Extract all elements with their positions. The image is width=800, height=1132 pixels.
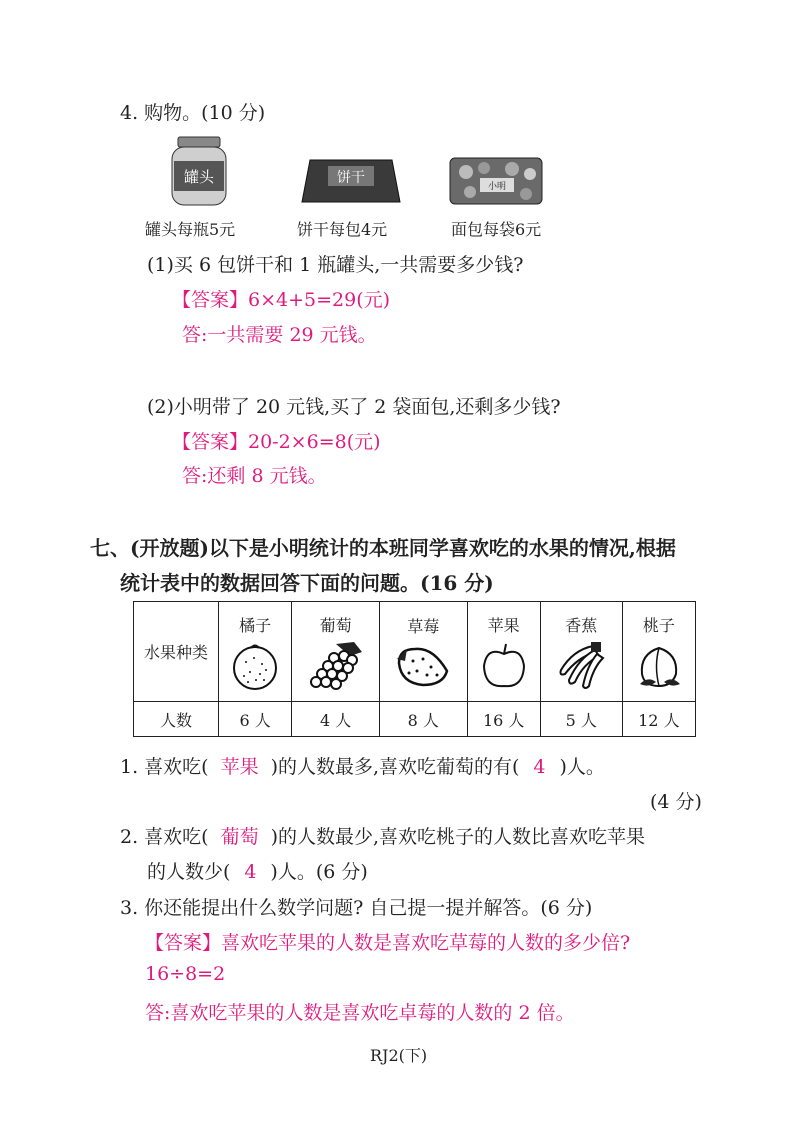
q7-p1-score: (4 分) xyxy=(650,791,702,813)
orange-icon xyxy=(230,640,280,692)
q7-p1-text-a: 1. 喜欢吃( xyxy=(120,756,209,778)
q4-sub1-reply: 答:一共需要 29 元钱。 xyxy=(182,324,377,346)
q7-p2-fill2: 4 xyxy=(244,861,257,883)
table-row xyxy=(134,702,696,737)
strawberry-icon xyxy=(393,641,453,691)
bread-price: 面包每袋6元 xyxy=(451,220,542,239)
fruit-name: 草莓 xyxy=(407,617,440,636)
q7-p1-fill1: 苹果 xyxy=(220,756,259,778)
q7-p1-fill2: 4 xyxy=(533,756,546,778)
q4-sub1-answer: 【答案】6×4+5=29(元) xyxy=(172,289,391,311)
biscuit-price: 饼干每包4元 xyxy=(297,220,388,239)
fruit-cell-grape xyxy=(292,602,380,702)
q4-sub1-question: (1)买 6 包饼干和 1 瓶罐头,一共需要多少钱? xyxy=(147,254,524,276)
row-header-kind: 水果种类 xyxy=(134,602,219,702)
fruit-name: 桃子 xyxy=(642,616,675,635)
q7-p2-fill1: 葡萄 xyxy=(220,826,259,848)
q4-sub2-question: (2)小明带了 20 元钱,买了 2 袋面包,还剩多少钱? xyxy=(147,396,561,418)
fruit-cell-strawberry xyxy=(379,602,467,702)
q7-p2-line2 xyxy=(147,857,368,884)
row-header-count: 人数 xyxy=(134,702,219,737)
biscuit-icon xyxy=(300,158,402,204)
apple-icon xyxy=(479,640,529,692)
fruit-cell-banana xyxy=(540,602,622,702)
peach-icon xyxy=(634,640,684,692)
q7-p3-reply: 答:喜欢吃苹果的人数是喜欢吃卓莓的人数的 2 倍。 xyxy=(145,1002,575,1024)
fruit-cell-orange xyxy=(219,602,292,702)
q7-title-line1: 七、(开放题)以下是小明统计的本班同学喜欢吃的水果的情况,根据 xyxy=(90,536,676,560)
table-row xyxy=(134,602,696,702)
q7-p2-text-c: 的人数少( xyxy=(147,861,231,883)
grape-icon xyxy=(306,640,366,692)
fruit-table xyxy=(133,601,696,737)
jar-price: 罐头每瓶5元 xyxy=(145,220,236,239)
banana-icon xyxy=(553,640,609,692)
fruit-name: 葡萄 xyxy=(319,616,352,635)
count-grape: 4 人 xyxy=(292,702,380,737)
jar-label: 罐头 xyxy=(183,168,215,186)
q4-sub2-answer: 【答案】20-2×6=8(元) xyxy=(172,431,381,453)
q7-p2-line1 xyxy=(120,822,645,849)
q7-p2-text-d: )人。(6 分) xyxy=(270,861,368,883)
count-apple: 16 人 xyxy=(467,702,540,737)
fruit-cell-apple xyxy=(467,602,540,702)
q7-p1 xyxy=(120,752,605,779)
count-orange: 6 人 xyxy=(219,702,292,737)
q4-sub2-reply: 答:还剩 8 元钱。 xyxy=(182,465,327,487)
q7-p3-answer: 【答案】喜欢吃苹果的人数是喜欢吃草莓的人数的多少倍? xyxy=(145,932,631,954)
count-strawberry: 8 人 xyxy=(379,702,467,737)
q7-p3-calc: 16÷8=2 xyxy=(145,963,226,985)
fruit-name: 苹果 xyxy=(487,616,520,635)
bread-image xyxy=(448,154,544,210)
q7-title-line2: 统计表中的数据回答下面的问题。(16 分) xyxy=(120,571,494,595)
fruit-name: 香蕉 xyxy=(565,616,598,635)
fruit-name: 橘子 xyxy=(239,616,272,635)
q7-p2-text-a: 2. 喜欢吃( xyxy=(120,826,209,848)
q7-p3-question: 3. 你还能提出什么数学问题? 自己提一提并解答。(6 分) xyxy=(120,897,593,919)
q7-p1-text-b: )的人数最多,喜欢吃葡萄的有( xyxy=(270,756,520,778)
count-peach: 12 人 xyxy=(622,702,695,737)
count-banana: 5 人 xyxy=(540,702,622,737)
fruit-cell-peach xyxy=(622,602,695,702)
biscuit-label: 饼干 xyxy=(337,170,365,186)
q7-p1-text-c: )人。 xyxy=(559,756,605,778)
q4-title: 4. 购物。(10 分) xyxy=(120,102,266,124)
bread-label: 小明 xyxy=(487,182,507,192)
biscuit-image xyxy=(300,158,402,208)
jar-icon xyxy=(168,135,230,207)
q7-p2-text-b: )的人数最少,喜欢吃桃子的人数比喜欢吃苹果 xyxy=(270,826,646,848)
jar-image xyxy=(168,135,230,211)
bread-icon xyxy=(448,154,544,206)
page-footer: RJ2(下) xyxy=(370,1046,428,1065)
